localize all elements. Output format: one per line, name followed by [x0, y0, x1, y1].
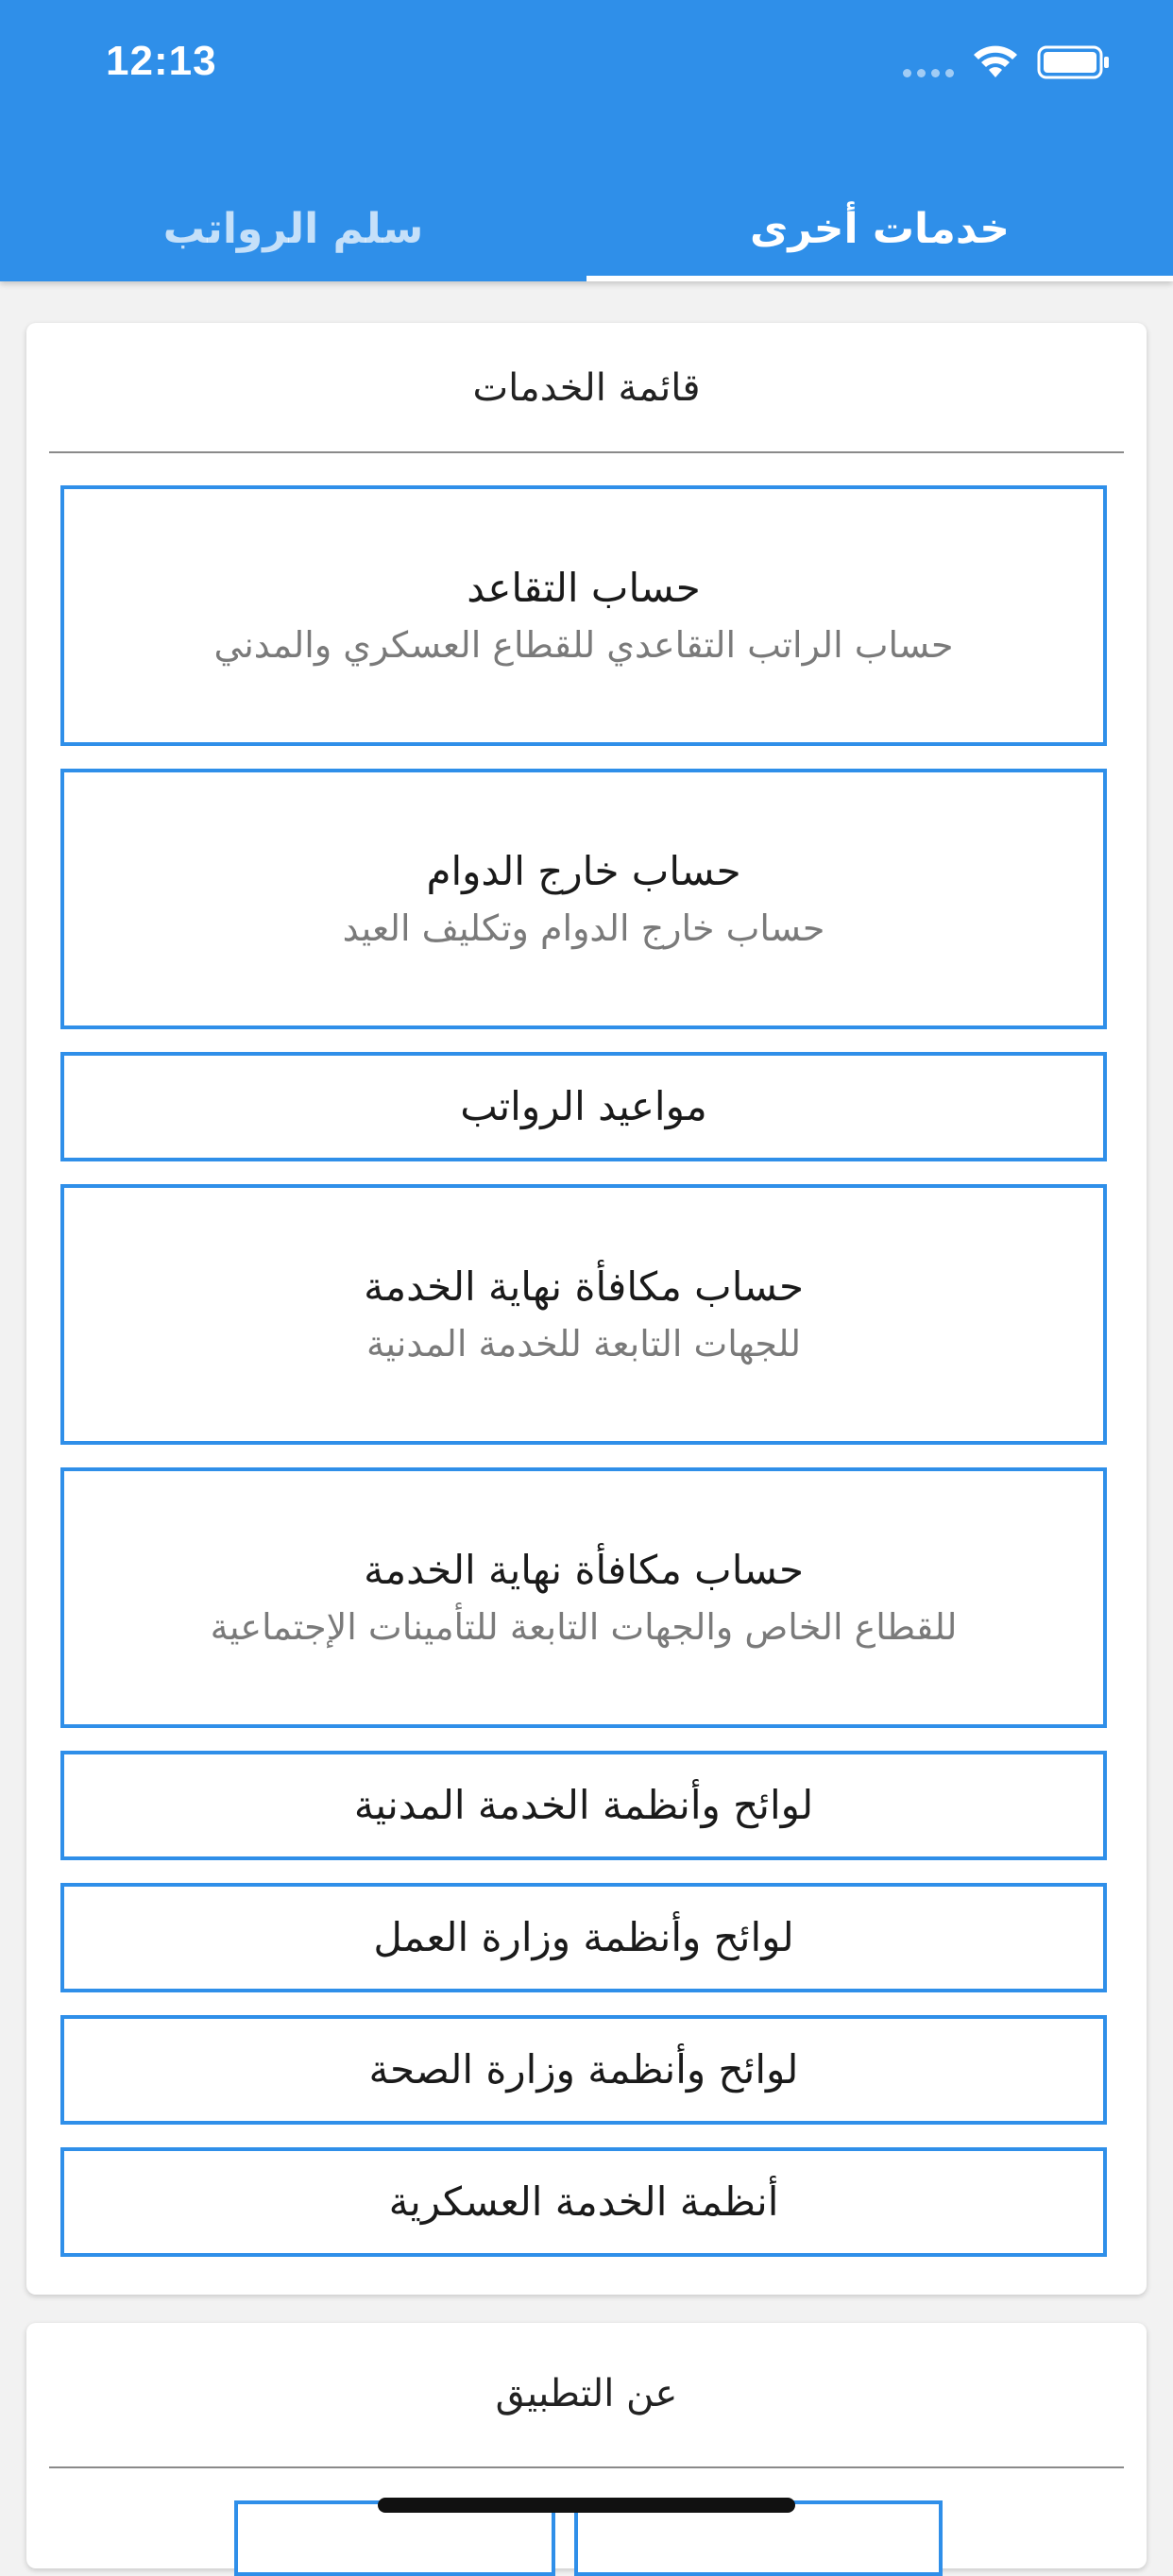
item-title: لوائح وأنظمة الخدمة المدنية [353, 1781, 814, 1828]
service-overtime[interactable] [60, 769, 1107, 1029]
app-header [0, 0, 1173, 281]
tab-label: خدمات أخرى [750, 204, 1010, 253]
item-title: حساب مكافأة نهاية الخدمة [364, 1547, 804, 1593]
item-title: لوائح وأنظمة وزارة الصحة [368, 2045, 799, 2093]
signal-icon [903, 69, 954, 77]
item-title: لوائح وأنظمة وزارة العمل [373, 1913, 794, 1960]
tab-other-services[interactable] [586, 176, 1173, 281]
services-card [26, 323, 1147, 2295]
item-subtitle: للقطاع الخاص والجهات التابعة للتأمينات الإجتماعية [210, 1605, 958, 1648]
about-title: عن التطبيق [495, 2372, 678, 2415]
about-divider [49, 2466, 1124, 2468]
services-divider [49, 451, 1124, 453]
item-title: حساب خارج الدوام [426, 848, 741, 894]
item-subtitle: حساب خارج الدوام وتكليف العيد [342, 907, 825, 949]
item-subtitle: للجهات التابعة للخدمة المدنية [366, 1322, 802, 1364]
service-retirement[interactable] [60, 485, 1107, 746]
tab-label: سلم الرواتب [162, 204, 424, 253]
service-health-regulations[interactable] [60, 2015, 1107, 2125]
service-end-of-service-private[interactable] [60, 1467, 1107, 1728]
services-title: قائمة الخدمات [472, 366, 701, 410]
item-subtitle: حساب الراتب التقاعدي للقطاع العسكري والمدني [213, 623, 954, 666]
item-title: حساب مكافأة نهاية الخدمة [364, 1263, 804, 1310]
tab-bar [0, 176, 1173, 281]
battery-icon [1037, 45, 1111, 79]
home-indicator [378, 2498, 795, 2513]
service-end-of-service-civil[interactable] [60, 1184, 1107, 1445]
service-labor-regulations[interactable] [60, 1883, 1107, 1992]
wifi-icon [973, 43, 1018, 81]
service-military-regulations[interactable] [60, 2147, 1107, 2257]
tab-salary-scale[interactable] [0, 176, 586, 281]
service-salary-dates[interactable] [60, 1052, 1107, 1161]
item-title: مواعيد الرواتب [460, 1082, 707, 1129]
service-civil-regulations[interactable] [60, 1751, 1107, 1860]
about-card [26, 2323, 1147, 2568]
item-title: حساب التقاعد [467, 565, 701, 611]
item-title: أنظمة الخدمة العسكرية [388, 2178, 779, 2225]
status-time: 12:13 [106, 38, 217, 84]
